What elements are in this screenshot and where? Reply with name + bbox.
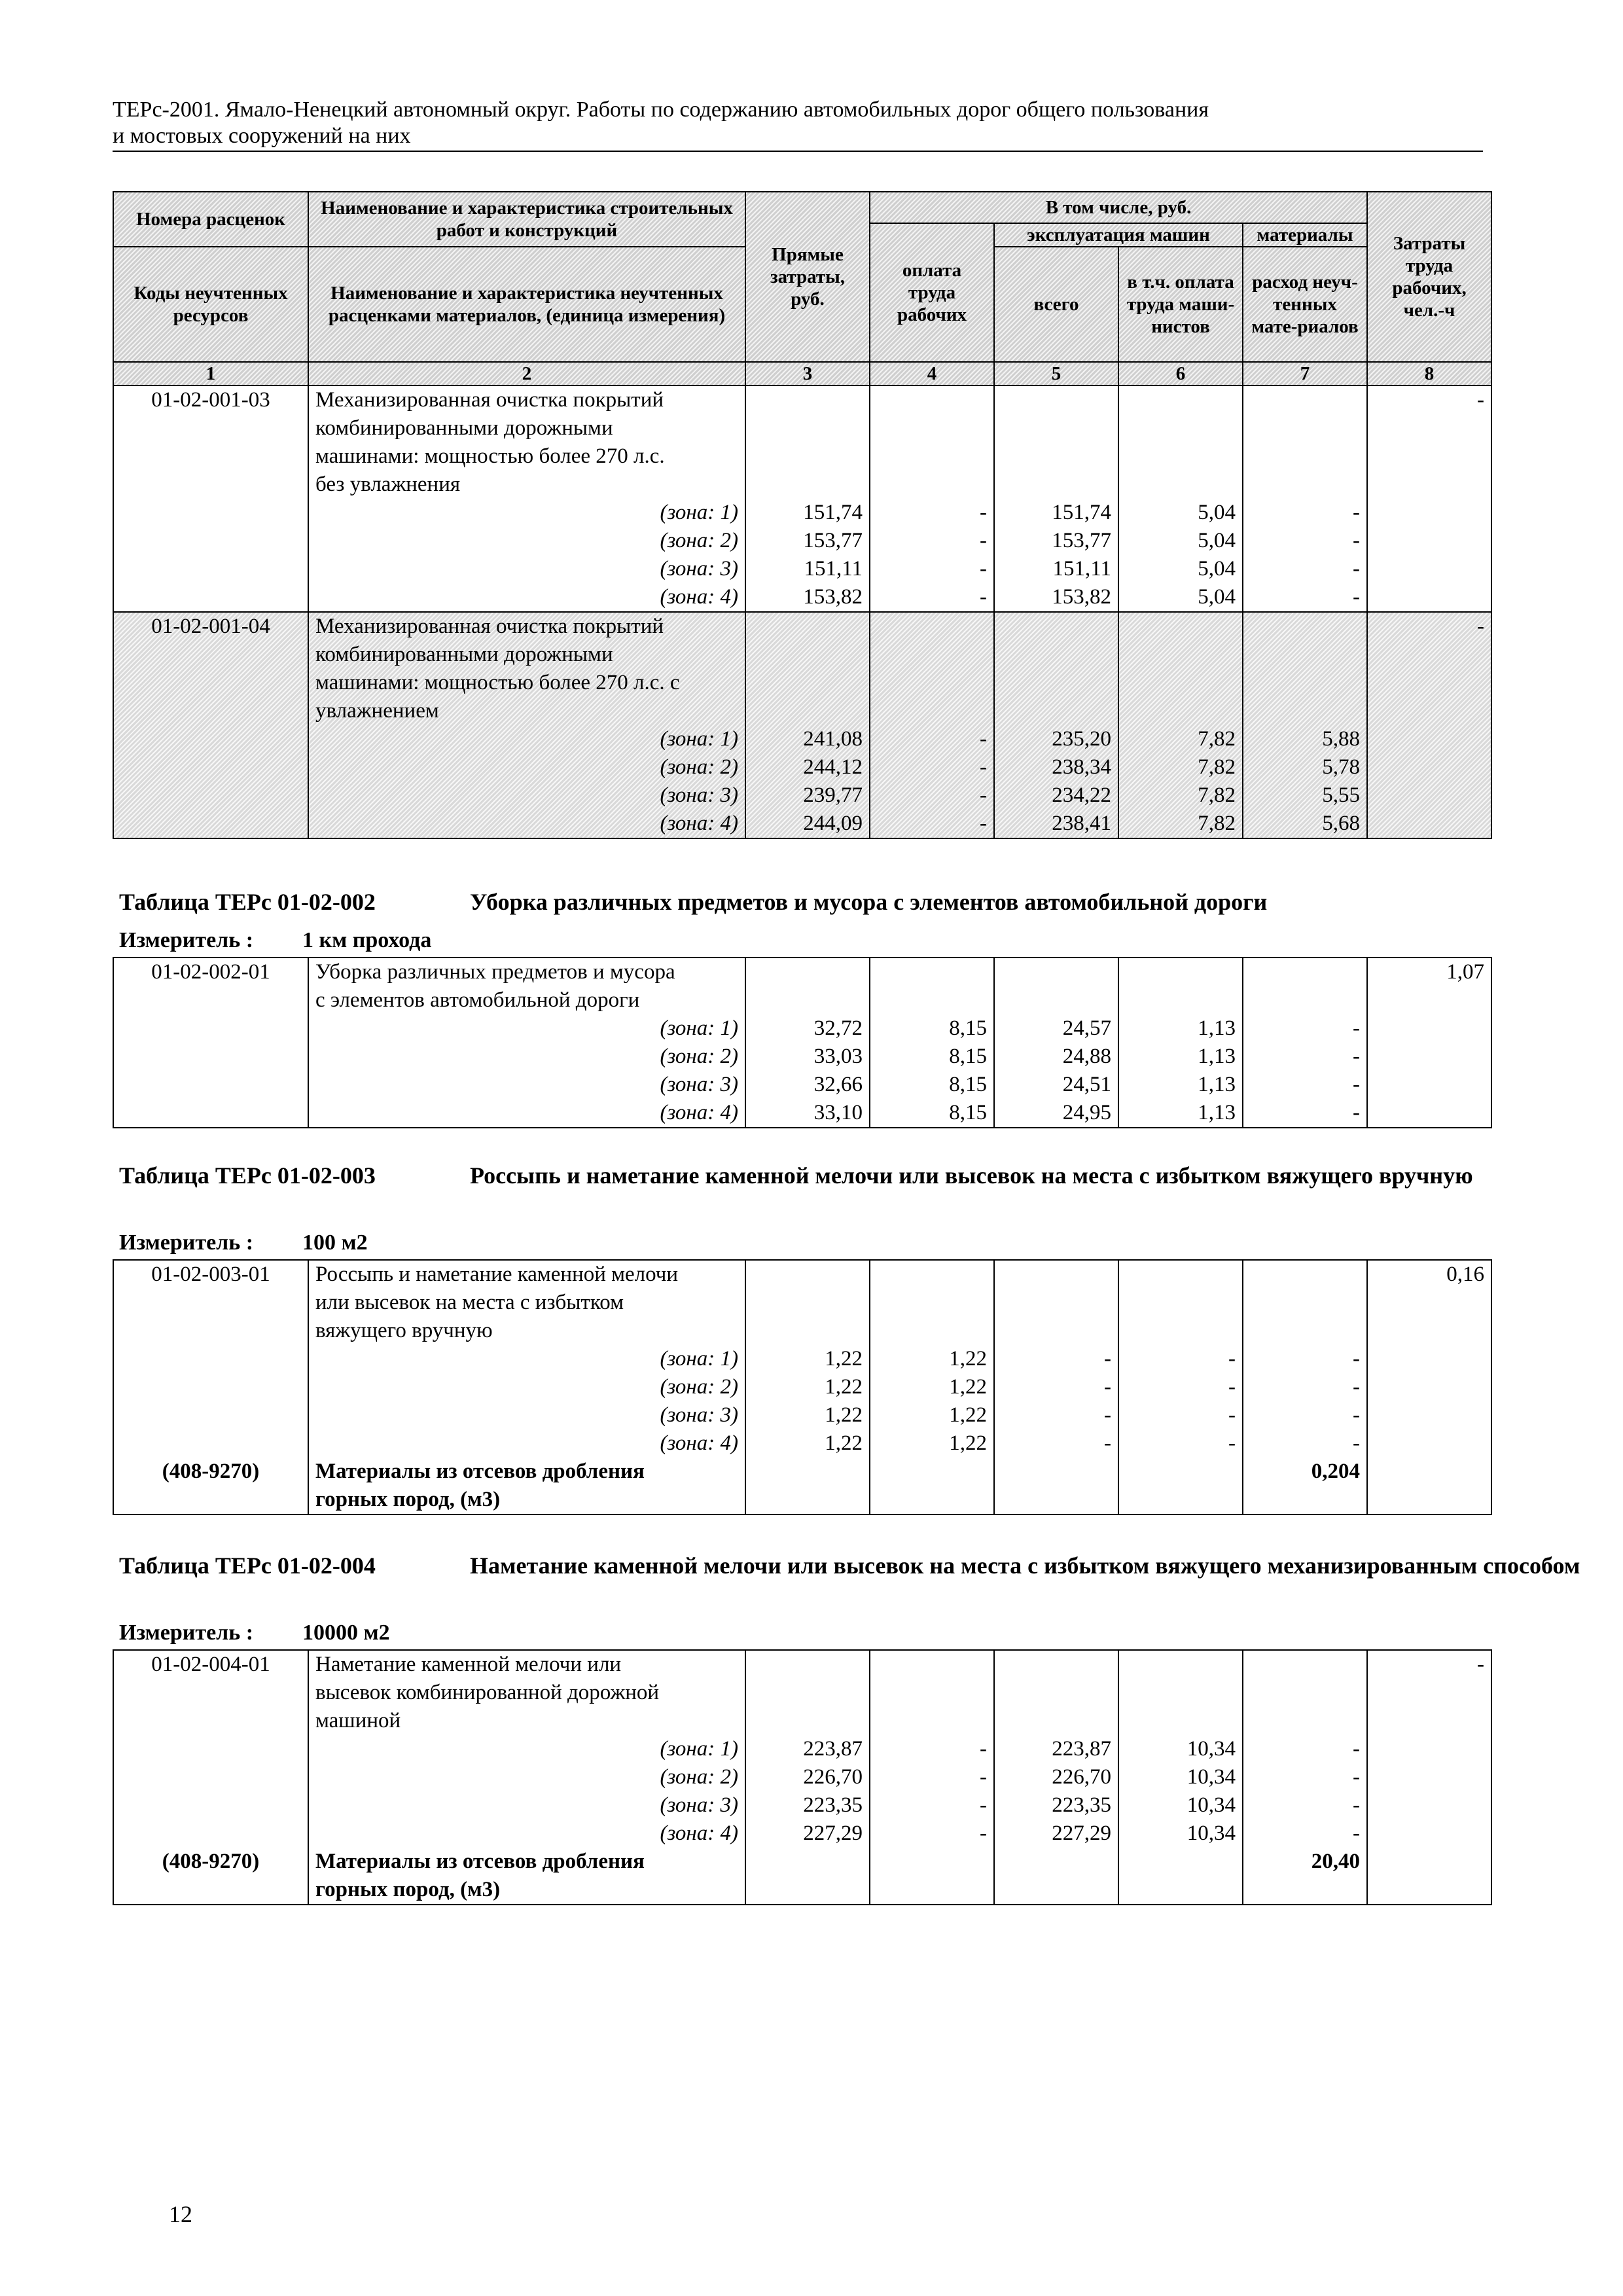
materials-cell bbox=[1243, 386, 1367, 612]
measure-label: Измеритель : bbox=[119, 1621, 254, 1645]
value: 153,77 bbox=[803, 529, 863, 552]
breakdown-group-header: В том числе, руб. bbox=[870, 192, 1367, 223]
value: 1,07 bbox=[1446, 960, 1484, 984]
measure-label: Измеритель : bbox=[119, 928, 254, 952]
worker-pay-cell bbox=[870, 1650, 994, 1905]
description-line: Механизированная очистка покрытий bbox=[315, 615, 664, 638]
value: - bbox=[1353, 1016, 1360, 1040]
description-cell bbox=[308, 386, 745, 612]
machines-group-header: эксплуатация машин bbox=[994, 223, 1243, 247]
description-line: или высевок на места с избытком bbox=[315, 1291, 624, 1314]
materials-cell bbox=[1243, 1650, 1367, 1905]
description-line: без увлажнения bbox=[315, 473, 461, 496]
description-line: увлажнением bbox=[315, 699, 439, 723]
machinist-pay-cell bbox=[1118, 1650, 1243, 1905]
description-line: Россыпь и наметание каменной мелочи bbox=[315, 1263, 679, 1286]
materials-group-header: материалы bbox=[1243, 223, 1367, 247]
value: 10,34 bbox=[1186, 1765, 1236, 1789]
machines-total-cell bbox=[994, 386, 1118, 612]
value: 223,35 bbox=[803, 1793, 863, 1817]
machinist-pay-cell bbox=[1118, 958, 1243, 1128]
machines-total-cell bbox=[994, 958, 1118, 1128]
value: 10,34 bbox=[1186, 1737, 1236, 1761]
value: 32,72 bbox=[813, 1016, 863, 1040]
value: 1,13 bbox=[1198, 1045, 1236, 1068]
value: - bbox=[1353, 1431, 1360, 1455]
zone-label: (зона: 4) bbox=[660, 585, 738, 609]
material-name-line: Материалы из отсевов дробления bbox=[315, 1460, 645, 1483]
direct-costs-cell bbox=[745, 958, 870, 1128]
zone-label: (зона: 4) bbox=[660, 1821, 738, 1845]
page-number: 12 bbox=[169, 2201, 192, 2227]
value: - bbox=[980, 557, 987, 581]
value: - bbox=[1228, 1403, 1236, 1427]
zone-label: (зона: 4) bbox=[660, 1101, 738, 1124]
value: 1,22 bbox=[949, 1375, 987, 1399]
value: - bbox=[980, 1821, 987, 1845]
value: - bbox=[1353, 1073, 1360, 1096]
table-number: Таблица ТЕРс 01-02-002 bbox=[119, 889, 376, 915]
zone-label: (зона: 1) bbox=[660, 1016, 738, 1040]
rate-code: 01-02-001-04 bbox=[151, 615, 270, 638]
value: - bbox=[1353, 1101, 1360, 1124]
rate-code-cell bbox=[113, 612, 308, 838]
col-number: 4 bbox=[870, 362, 994, 386]
value: - bbox=[1104, 1375, 1111, 1399]
value: - bbox=[980, 1737, 987, 1761]
description-line: машинами: мощностью более 270 л.с. bbox=[315, 444, 665, 468]
rate-code: 01-02-002-01 bbox=[151, 960, 270, 984]
running-header-line1: ТЕРс-2001. Ямало-Ненецкий автономный округ. Работы по содержанию автомобильных дорог общего пользования bbox=[113, 98, 1209, 122]
zone-label: (зона: 4) bbox=[660, 1431, 738, 1455]
value: 244,12 bbox=[803, 755, 863, 779]
value: 223,35 bbox=[1052, 1793, 1111, 1817]
measure-line bbox=[119, 1230, 368, 1255]
col-number: 3 bbox=[745, 362, 870, 386]
rate-code: 01-02-004-01 bbox=[151, 1653, 270, 1676]
machines-total-cell bbox=[994, 1260, 1118, 1515]
rate-code-cell bbox=[113, 1260, 308, 1515]
material-name-line: горных пород, (м3) bbox=[315, 1488, 501, 1511]
description-cell bbox=[308, 958, 745, 1128]
value: - bbox=[1353, 529, 1361, 552]
zone-label: (зона: 2) bbox=[660, 529, 738, 552]
value: - bbox=[1228, 1431, 1236, 1455]
zone-label: (зона: 2) bbox=[660, 1045, 738, 1068]
description-line: Уборка различных предметов и мусора bbox=[315, 960, 675, 984]
description-line: машинами: мощностью более 270 л.с. с bbox=[315, 671, 680, 694]
machines-total-cell bbox=[994, 612, 1118, 838]
value: - bbox=[1104, 1347, 1111, 1371]
value: 238,41 bbox=[1052, 812, 1111, 835]
col4-header: оплата труда рабочих bbox=[870, 223, 994, 362]
value: - bbox=[1104, 1403, 1111, 1427]
table-number: Таблица ТЕРс 01-02-004 bbox=[119, 1552, 376, 1579]
zone-label: (зона: 3) bbox=[660, 783, 738, 807]
rates-table-01-02-001 bbox=[113, 191, 1492, 839]
value: - bbox=[980, 1793, 987, 1817]
rates-table-01-02-002 bbox=[113, 957, 1492, 1128]
col1-header-top: Номера расценок bbox=[113, 192, 308, 247]
value: 7,82 bbox=[1198, 783, 1236, 807]
value: 241,08 bbox=[803, 727, 863, 751]
machinist-pay-cell bbox=[1118, 1260, 1243, 1515]
table-row bbox=[113, 1650, 1491, 1905]
value: 8,15 bbox=[949, 1101, 987, 1124]
worker-pay-cell bbox=[870, 1260, 994, 1515]
direct-costs-cell bbox=[745, 612, 870, 838]
col8-header: Затраты труда рабочих, чел.-ч bbox=[1367, 192, 1491, 362]
description-line: с элементов автомобильной дороги bbox=[315, 988, 640, 1012]
direct-costs-cell bbox=[745, 386, 870, 612]
value: - bbox=[1353, 1821, 1360, 1845]
zone-label: (зона: 2) bbox=[660, 755, 738, 779]
value: - bbox=[1104, 1431, 1111, 1455]
value: - bbox=[1228, 1375, 1236, 1399]
value: 8,15 bbox=[949, 1016, 987, 1040]
description-cell bbox=[308, 1260, 745, 1515]
value: - bbox=[1353, 585, 1361, 609]
labor-cell bbox=[1367, 1260, 1491, 1515]
description-line: комбинированными дорожными bbox=[315, 643, 613, 666]
labor-cell bbox=[1367, 1650, 1491, 1905]
measure-value: 1 км прохода bbox=[302, 928, 432, 952]
value: - bbox=[980, 783, 987, 807]
description-line: вяжущего вручную bbox=[315, 1319, 493, 1342]
worker-pay-cell bbox=[870, 386, 994, 612]
value: 24,51 bbox=[1062, 1073, 1111, 1096]
col-number: 1 bbox=[113, 362, 308, 386]
running-header-line2: и мостовых сооружений на них bbox=[113, 124, 411, 148]
value: - bbox=[1353, 1403, 1360, 1427]
value: 223,87 bbox=[803, 1737, 863, 1761]
value: 1,22 bbox=[949, 1431, 987, 1455]
value: 235,20 bbox=[1052, 727, 1111, 751]
worker-pay-cell bbox=[870, 958, 994, 1128]
col3-header: Прямые затраты, руб. bbox=[745, 192, 870, 362]
labor-cell bbox=[1367, 386, 1491, 612]
value: 5,04 bbox=[1198, 501, 1236, 524]
materials-cell bbox=[1243, 958, 1367, 1128]
value: 8,15 bbox=[949, 1073, 987, 1096]
value: 153,82 bbox=[803, 585, 863, 609]
value: 7,82 bbox=[1198, 755, 1236, 779]
value: 7,82 bbox=[1198, 727, 1236, 751]
value: 5,68 bbox=[1322, 812, 1361, 835]
table-title: Россыпь и наметание каменной мелочи или высевок на места с избытком вяжущего вручную bbox=[470, 1162, 1473, 1189]
col2-header-top: Наименование и характеристика строительных работ и конструкций bbox=[308, 192, 745, 247]
value: 227,29 bbox=[1052, 1821, 1111, 1845]
zone-label: (зона: 3) bbox=[660, 1073, 738, 1096]
description-line: комбинированными дорожными bbox=[315, 416, 613, 440]
value: - bbox=[980, 727, 987, 751]
zone-label: (зона: 1) bbox=[660, 1737, 738, 1761]
value: - bbox=[980, 1765, 987, 1789]
value: 5,78 bbox=[1322, 755, 1361, 779]
value: 239,77 bbox=[803, 783, 863, 807]
value: 153,82 bbox=[1052, 585, 1111, 609]
measure-value: 100 м2 bbox=[302, 1230, 368, 1255]
labor-cell bbox=[1367, 612, 1491, 838]
value: 1,13 bbox=[1198, 1101, 1236, 1124]
materials-cell bbox=[1243, 612, 1367, 838]
measure-label: Измеритель : bbox=[119, 1230, 254, 1255]
value: 1,22 bbox=[825, 1375, 863, 1399]
value: 33,10 bbox=[813, 1101, 863, 1124]
value: 1,22 bbox=[949, 1403, 987, 1427]
value: - bbox=[980, 755, 987, 779]
zone-label: (зона: 1) bbox=[660, 727, 738, 751]
value: - bbox=[980, 501, 987, 524]
col6-header: в т.ч. оплата труда маши-нистов bbox=[1118, 247, 1243, 362]
value: 24,95 bbox=[1062, 1101, 1111, 1124]
zone-label: (зона: 2) bbox=[660, 1765, 738, 1789]
value: - bbox=[1353, 1765, 1360, 1789]
value: 5,88 bbox=[1322, 727, 1361, 751]
value: - bbox=[980, 585, 987, 609]
description-line: высевок комбинированной дорожной bbox=[315, 1681, 660, 1704]
col-number: 5 bbox=[994, 362, 1118, 386]
value: 8,15 bbox=[949, 1045, 987, 1068]
zone-label: (зона: 1) bbox=[660, 1347, 738, 1371]
table-row bbox=[113, 1260, 1491, 1515]
value: 244,09 bbox=[803, 812, 863, 835]
col5-header: всего bbox=[994, 247, 1118, 362]
value: 10,34 bbox=[1186, 1793, 1236, 1817]
value: - bbox=[1228, 1347, 1236, 1371]
col-number: 2 bbox=[308, 362, 745, 386]
value: 5,55 bbox=[1322, 783, 1361, 807]
column-numbers-row bbox=[113, 362, 1491, 386]
value: 10,34 bbox=[1186, 1821, 1236, 1845]
value: 151,74 bbox=[803, 501, 863, 524]
value: 1,22 bbox=[825, 1431, 863, 1455]
value: - bbox=[1353, 1793, 1360, 1817]
value: 1,22 bbox=[825, 1403, 863, 1427]
direct-costs-cell bbox=[745, 1650, 870, 1905]
value: 0,16 bbox=[1446, 1263, 1484, 1286]
col-number: 7 bbox=[1243, 362, 1367, 386]
resource-code: (408-9270) bbox=[162, 1850, 260, 1873]
value: 151,11 bbox=[804, 557, 863, 581]
value: 153,77 bbox=[1052, 529, 1111, 552]
rate-code-cell bbox=[113, 958, 308, 1128]
description-line: Механизированная очистка покрытий bbox=[315, 388, 664, 412]
zone-label: (зона: 4) bbox=[660, 812, 738, 835]
rate-code: 01-02-001-03 bbox=[151, 388, 270, 412]
zone-label: (зона: 3) bbox=[660, 1403, 738, 1427]
machinist-pay-cell bbox=[1118, 612, 1243, 838]
value: 223,87 bbox=[1052, 1737, 1111, 1761]
value: 1,13 bbox=[1198, 1016, 1236, 1040]
value: 7,82 bbox=[1198, 812, 1236, 835]
value: - bbox=[980, 812, 987, 835]
direct-costs-cell bbox=[745, 1260, 870, 1515]
zone-label: (зона: 2) bbox=[660, 1375, 738, 1399]
value: 1,22 bbox=[949, 1347, 987, 1371]
value: 5,04 bbox=[1198, 557, 1236, 581]
col1-header-bottom: Коды неучтенных ресурсов bbox=[113, 247, 308, 362]
value: - bbox=[1353, 501, 1361, 524]
col-number: 6 bbox=[1118, 362, 1243, 386]
description-cell bbox=[308, 612, 745, 838]
resource-code: (408-9270) bbox=[162, 1460, 260, 1483]
value: 226,70 bbox=[1052, 1765, 1111, 1789]
table-number: Таблица ТЕРс 01-02-003 bbox=[119, 1162, 376, 1189]
value: 32,66 bbox=[813, 1073, 863, 1096]
measure-line bbox=[119, 928, 432, 953]
table-title: Уборка различных предметов и мусора с элементов автомобильной дороги bbox=[470, 889, 1268, 915]
value: 226,70 bbox=[803, 1765, 863, 1789]
zone-label: (зона: 3) bbox=[660, 1793, 738, 1817]
value: 238,34 bbox=[1052, 755, 1111, 779]
measure-line bbox=[119, 1621, 390, 1645]
value: - bbox=[1353, 1375, 1360, 1399]
col2-header-bottom: Наименование и характеристика неучтенных расценками материалов, (единица измерения) bbox=[308, 247, 745, 362]
value: 24,88 bbox=[1062, 1045, 1111, 1068]
material-name-line: Материалы из отсевов дробления bbox=[315, 1850, 645, 1873]
description-cell bbox=[308, 1650, 745, 1905]
value: 227,29 bbox=[803, 1821, 863, 1845]
value: 5,04 bbox=[1198, 529, 1236, 552]
zone-label: (зона: 3) bbox=[660, 557, 738, 581]
value: 24,57 bbox=[1062, 1016, 1111, 1040]
table-row bbox=[113, 386, 1491, 612]
value: 1,22 bbox=[825, 1347, 863, 1371]
col-number: 8 bbox=[1367, 362, 1491, 386]
value: 5,04 bbox=[1198, 585, 1236, 609]
labor-cell bbox=[1367, 958, 1491, 1128]
material-consumption: 0,204 bbox=[1311, 1460, 1360, 1483]
description-line: Наметание каменной мелочи или bbox=[315, 1653, 622, 1676]
table-row bbox=[113, 958, 1491, 1128]
machines-total-cell bbox=[994, 1650, 1118, 1905]
value: 33,03 bbox=[813, 1045, 863, 1068]
value: 151,11 bbox=[1052, 557, 1111, 581]
zone-label: (зона: 1) bbox=[660, 501, 738, 524]
machinist-pay-cell bbox=[1118, 386, 1243, 612]
rate-code-cell bbox=[113, 386, 308, 612]
value: 1,13 bbox=[1198, 1073, 1236, 1096]
value: - bbox=[980, 529, 987, 552]
material-consumption: 20,40 bbox=[1311, 1850, 1360, 1873]
value: - bbox=[1477, 615, 1485, 638]
value: - bbox=[1353, 1045, 1360, 1068]
value: - bbox=[1477, 388, 1485, 412]
value: - bbox=[1353, 1737, 1360, 1761]
description-line: машиной bbox=[315, 1709, 401, 1732]
table-row bbox=[113, 612, 1491, 838]
value: 234,22 bbox=[1052, 783, 1111, 807]
rates-table-01-02-004 bbox=[113, 1649, 1492, 1905]
value: - bbox=[1353, 557, 1361, 581]
material-name-line: горных пород, (м3) bbox=[315, 1878, 501, 1901]
running-header bbox=[113, 97, 1483, 152]
materials-cell bbox=[1243, 1260, 1367, 1515]
rate-code-cell bbox=[113, 1650, 308, 1905]
col7-header: расход неуч-тенных мате-риалов bbox=[1243, 247, 1367, 362]
value: - bbox=[1353, 1347, 1360, 1371]
worker-pay-cell bbox=[870, 612, 994, 838]
value: - bbox=[1477, 1653, 1484, 1676]
table-title: Наметание каменной мелочи или высевок на места с избытком вяжущего механизированным способом bbox=[470, 1552, 1580, 1579]
value: 151,74 bbox=[1052, 501, 1111, 524]
rates-table-01-02-003 bbox=[113, 1259, 1492, 1515]
measure-value: 10000 м2 bbox=[302, 1621, 390, 1645]
rate-code: 01-02-003-01 bbox=[151, 1263, 270, 1286]
